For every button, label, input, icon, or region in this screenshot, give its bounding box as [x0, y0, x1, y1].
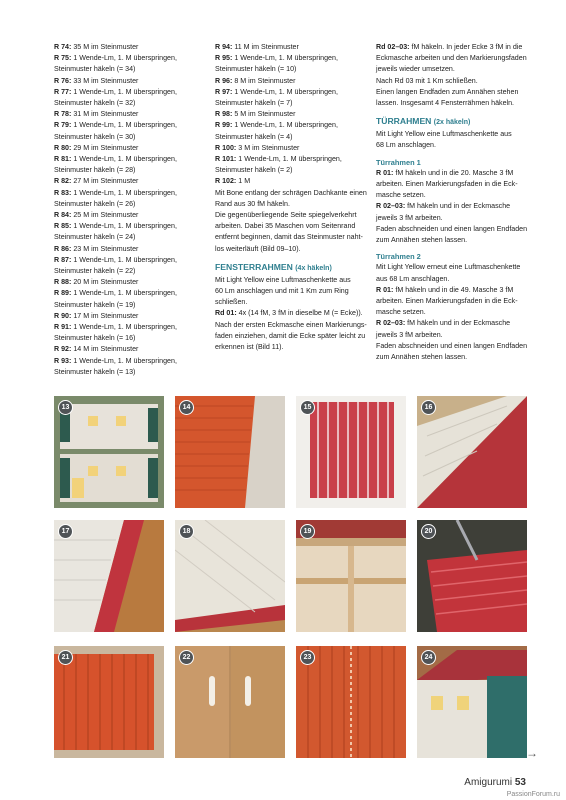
row-text: fM häkeln. In jeder Ecke 3 fM in die	[411, 43, 523, 51]
row-text: zum Annähen stehen lassen.	[376, 236, 468, 245]
row-label: R 79:	[54, 121, 72, 130]
row-text: 1 Wende-Lm, 1. M überspringen,	[73, 323, 177, 332]
arrow-right-icon: →	[526, 746, 538, 760]
row-label: R 90:	[54, 311, 72, 320]
text-line	[54, 132, 204, 143]
row-text: 1 Wende-Lm, 1. M überspringen,	[73, 222, 177, 231]
row-text: 68 Lm anschlagen.	[376, 141, 436, 150]
row-text: aus 68 Lm anschlagen.	[376, 274, 450, 283]
text-line	[215, 143, 365, 154]
text-line	[54, 154, 204, 165]
text-line	[54, 42, 204, 53]
row-text: Rand aus 30 fM häkeln.	[215, 199, 290, 208]
text-line	[54, 165, 204, 176]
row-text: 35 M im Steinmuster	[73, 43, 139, 51]
photo-number: 21	[58, 650, 73, 665]
text-line	[54, 143, 204, 154]
photo-number: 13	[58, 400, 73, 415]
text-line	[54, 210, 204, 221]
text-line	[54, 244, 204, 255]
text-line	[376, 190, 526, 201]
row-label: R 01:	[376, 168, 394, 177]
photo-24	[417, 646, 527, 758]
text-line	[215, 188, 365, 199]
text-line	[376, 53, 526, 64]
row-text: Steinmuster häkeln (= 7)	[215, 99, 293, 108]
row-text: Steinmuster häkeln (= 24)	[54, 233, 136, 242]
photo-14	[175, 396, 285, 508]
photo-number: 19	[300, 524, 315, 539]
row-label: R 91:	[54, 323, 72, 332]
row-text: 1 Wende-Lm, 1. M überspringen,	[238, 155, 342, 164]
text-line	[376, 98, 526, 109]
photo-number: 14	[179, 400, 194, 415]
photo-number: 20	[421, 524, 436, 539]
row-label: R 86:	[54, 244, 72, 253]
row-label: R 81:	[54, 155, 72, 164]
page-footer	[464, 777, 526, 788]
row-text: Steinmuster häkeln (= 16)	[54, 334, 136, 343]
row-label: R 92:	[54, 345, 72, 354]
row-label: R 77:	[54, 87, 72, 96]
text-line	[376, 168, 526, 179]
row-label: R 78:	[54, 110, 72, 119]
text-line	[376, 64, 526, 75]
photo-16	[417, 396, 527, 508]
row-label: R 102:	[215, 177, 237, 186]
row-text: 1 Wende-Lm, 1. M überspringen,	[73, 87, 177, 96]
text-line	[215, 154, 365, 165]
watermark: PassionForum.ru	[506, 791, 560, 798]
text-line	[376, 341, 526, 352]
row-text: Nach Rd 03 mit 1 Km schließen.	[376, 76, 478, 85]
text-line	[215, 64, 365, 75]
text-line	[54, 64, 204, 75]
row-text: 17 M im Steinmuster	[73, 311, 139, 320]
text-line	[215, 221, 365, 232]
photo-23	[296, 646, 406, 758]
row-text: Mit Light Yellow eine Luftmaschenkette aus	[376, 130, 512, 139]
row-text: erkennen ist (Bild 11).	[215, 343, 284, 352]
photo-15	[296, 396, 406, 508]
photo-18	[175, 520, 285, 632]
row-label: R 01:	[376, 285, 394, 294]
text-line	[215, 331, 365, 342]
row-text: jeweils wieder umsetzen.	[376, 65, 455, 74]
magazine-brand: Amigurumi	[464, 777, 513, 788]
row-text: 29 M im Steinmuster	[73, 143, 139, 152]
text-line	[215, 98, 365, 109]
row-text: Steinmuster häkeln (= 19)	[54, 300, 136, 309]
text-line	[376, 42, 526, 53]
text-line	[376, 87, 526, 98]
section-heading-fensterrahmen: FENSTERRAHMEN (4x häkeln)	[215, 261, 332, 272]
row-text: 33 M im Steinmuster	[73, 76, 139, 85]
column-middle	[215, 42, 365, 353]
row-label: R 82:	[54, 177, 72, 186]
text-line	[215, 132, 365, 143]
row-text: Steinmuster häkeln (= 10)	[215, 65, 297, 74]
text-line	[215, 286, 365, 297]
text-line	[54, 277, 204, 288]
row-text: Mit Light Yellow eine Luftmaschenkette aus	[215, 275, 351, 284]
row-label: R 97:	[215, 87, 233, 96]
row-text: Steinmuster häkeln (= 22)	[54, 267, 136, 276]
text-line	[376, 296, 526, 307]
row-text: arbeiten. Dabei 35 Maschen vom Seitenrand	[215, 222, 356, 231]
photo-number: 16	[421, 400, 436, 415]
page-number: 53	[514, 777, 526, 788]
row-label: R 93:	[54, 356, 72, 365]
row-label: R 02–03:	[376, 202, 406, 211]
section-heading-tuerrahmen: TÜRRAHMEN (2x häkeln)	[376, 116, 471, 127]
text-line	[54, 176, 204, 187]
text-line	[54, 199, 204, 210]
row-text: zum Annähen stehen lassen.	[376, 353, 468, 362]
row-text: 23 M im Steinmuster	[73, 244, 139, 253]
text-line	[54, 311, 204, 322]
text-line	[54, 87, 204, 98]
row-text: 1 Wende-Lm, 1. M überspringen,	[234, 87, 338, 96]
text-line	[376, 318, 526, 329]
row-label: R 02–03:	[376, 319, 406, 328]
row-text: jeweils 3 fM arbeiten.	[376, 330, 443, 339]
row-text: 1 Wende-Lm, 1. M überspringen,	[234, 54, 338, 63]
text-line	[215, 199, 365, 210]
row-text: faden einziehen, damit die Ecke später leicht zu	[215, 331, 366, 340]
row-text: Einen langen Endfaden zum Annähen stehen	[376, 87, 519, 96]
row-label: R 76:	[54, 76, 72, 85]
row-text: fM häkeln und in die 20. Masche 3 fM	[395, 168, 514, 177]
photo-number: 18	[179, 524, 194, 539]
row-text: los weiterläuft (Bild 09–10).	[215, 244, 301, 253]
row-text: Steinmuster häkeln (= 30)	[54, 132, 136, 141]
text-line	[215, 232, 365, 243]
text-line	[54, 53, 204, 64]
row-text: Steinmuster häkeln (= 26)	[54, 199, 136, 208]
row-text: Nach der ersten Eckmasche einen Markierungs-	[215, 320, 367, 329]
text-line	[376, 201, 526, 212]
text-line	[215, 308, 365, 319]
text-line	[376, 330, 526, 341]
row-text: 1 Wende-Lm, 1. M überspringen,	[234, 121, 338, 130]
row-text: 31 M im Steinmuster	[73, 110, 139, 119]
text-line	[376, 129, 526, 140]
row-text: Die gegenüberliegende Seite spiegelverkehrt	[215, 211, 357, 220]
subheading-tuerrahmen-2: Türrahmen 2	[376, 252, 421, 262]
text-line	[376, 140, 526, 151]
text-line	[54, 98, 204, 109]
row-label: R 96:	[215, 76, 233, 85]
row-text: 25 M im Steinmuster	[73, 211, 139, 220]
row-text: arbeiten. Einen Markierungsfaden in die Eck-	[376, 297, 518, 306]
text-line	[54, 76, 204, 87]
row-text: 27 M im Steinmuster	[73, 177, 139, 186]
photo-number: 23	[300, 650, 315, 665]
row-text: 1 Wende-Lm, 1. M überspringen,	[73, 289, 177, 298]
row-text: 8 M im Steinmuster	[234, 76, 296, 85]
row-text: Eckmasche arbeiten und den Markierungsfaden	[376, 54, 527, 63]
text-line	[376, 179, 526, 190]
text-line	[215, 297, 365, 308]
text-line	[215, 109, 365, 120]
row-label: R 87:	[54, 255, 72, 264]
text-line	[54, 322, 204, 333]
row-label: R 88:	[54, 278, 72, 287]
photo-20	[417, 520, 527, 632]
row-text: 1 Wende-Lm, 1. M überspringen,	[73, 121, 177, 130]
column-left	[54, 42, 204, 378]
text-line	[215, 342, 365, 353]
text-line	[215, 42, 365, 53]
row-text: Mit Light Yellow erneut eine Luftmaschenkette	[376, 263, 521, 272]
text-line	[54, 232, 204, 243]
row-text: Steinmuster häkeln (= 2)	[215, 166, 293, 175]
row-text: Faden abschneiden und einen langen Endfaden	[376, 224, 528, 233]
row-label: R 95:	[215, 54, 233, 63]
text-line	[376, 274, 526, 285]
row-text: arbeiten. Einen Markierungsfaden in die Eck-	[376, 180, 518, 189]
row-text: masche setzen.	[376, 308, 426, 317]
column-right	[376, 42, 526, 363]
text-line	[54, 109, 204, 120]
row-text: 1 Wende-Lm, 1. M überspringen,	[73, 356, 177, 365]
row-label: R 99:	[215, 121, 233, 130]
photo-22	[175, 646, 285, 758]
text-line	[54, 333, 204, 344]
row-text: Faden abschneiden und einen langen Endfaden	[376, 341, 528, 350]
text-line	[215, 320, 365, 331]
text-line	[376, 285, 526, 296]
text-line	[215, 87, 365, 98]
text-line	[54, 344, 204, 355]
row-label: R 74:	[54, 43, 72, 51]
photo-17	[54, 520, 164, 632]
photo-number: 15	[300, 400, 315, 415]
photo-number: 24	[421, 650, 436, 665]
row-text: jeweils 3 fM arbeiten.	[376, 213, 443, 222]
text-line	[215, 120, 365, 131]
row-text: entfernt beginnen, damit das Steinmuster naht-	[215, 233, 363, 242]
text-line	[376, 307, 526, 318]
text-line	[215, 165, 365, 176]
row-text: Steinmuster häkeln (= 32)	[54, 99, 136, 108]
row-label: R 100:	[215, 143, 237, 152]
row-label: R 83:	[54, 188, 72, 197]
text-line	[54, 188, 204, 199]
row-text: schließen.	[215, 298, 248, 307]
row-label: R 85:	[54, 222, 72, 231]
text-line	[54, 221, 204, 232]
text-line	[215, 176, 365, 187]
row-text: 20 M im Steinmuster	[73, 278, 139, 287]
row-text: 4x (14 fM, 3 fM in dieselbe M (= Ecke)).	[238, 309, 363, 318]
row-text: fM häkeln und in der Eckmasche	[407, 202, 511, 211]
row-text: fM häkeln und in die 49. Masche 3 fM	[395, 285, 514, 294]
text-line	[54, 300, 204, 311]
text-line	[54, 356, 204, 367]
row-text: 1 M	[238, 177, 251, 186]
row-text: 1 Wende-Lm, 1. M überspringen,	[73, 54, 177, 63]
subheading-tuerrahmen-1: Türrahmen 1	[376, 157, 421, 167]
row-text: lassen. Insgesamt 4 Fensterrähmen häkeln.	[376, 99, 515, 108]
text-line	[376, 224, 526, 235]
row-label: R 89:	[54, 289, 72, 298]
row-text: 11 M im Steinmuster	[234, 43, 299, 51]
row-text: fM häkeln und in der Eckmasche	[407, 319, 511, 328]
row-label: R 94:	[215, 43, 233, 51]
text-line	[54, 120, 204, 131]
text-line	[215, 275, 365, 286]
row-text: 5 M im Steinmuster	[234, 110, 296, 119]
text-line	[376, 262, 526, 273]
row-text: Steinmuster häkeln (= 13)	[54, 367, 136, 376]
row-label: R 98:	[215, 110, 233, 119]
text-line	[376, 213, 526, 224]
row-text: 1 Wende-Lm, 1. M überspringen,	[73, 188, 177, 197]
row-label: R 80:	[54, 143, 72, 152]
text-line	[215, 210, 365, 221]
row-text: 14 M im Steinmuster	[73, 345, 139, 354]
text-line	[54, 367, 204, 378]
row-label: R 101:	[215, 155, 237, 164]
row-text: Steinmuster häkeln (= 34)	[54, 65, 136, 74]
row-text: 3 M im Steinmuster	[238, 143, 300, 152]
text-line	[215, 244, 365, 255]
text-line	[54, 255, 204, 266]
row-label: R 84:	[54, 211, 72, 220]
row-text: masche setzen.	[376, 191, 426, 200]
row-text: 1 Wende-Lm, 1. M überspringen,	[73, 255, 177, 264]
photo-number: 22	[179, 650, 194, 665]
photo-19	[296, 520, 406, 632]
photo-number: 17	[58, 524, 73, 539]
text-line	[54, 266, 204, 277]
photo-21	[54, 646, 164, 758]
row-text: 60 Lm anschlagen und mit 1 Km zum Ring	[215, 287, 349, 296]
row-label: Rd 01:	[215, 309, 237, 318]
text-line	[215, 53, 365, 64]
text-line	[376, 76, 526, 87]
row-label: Rd 02–03:	[376, 43, 410, 51]
row-text: Steinmuster häkeln (= 4)	[215, 132, 293, 141]
photo-13	[54, 396, 164, 508]
row-text: 1 Wende-Lm, 1. M überspringen,	[73, 155, 177, 164]
row-label: R 75:	[54, 54, 72, 63]
text-line	[376, 352, 526, 363]
row-text: Mit Bone entlang der schrägen Dachkante einen	[215, 188, 367, 197]
text-line	[376, 235, 526, 246]
text-line	[54, 288, 204, 299]
text-line	[215, 76, 365, 87]
row-text: Steinmuster häkeln (= 28)	[54, 166, 136, 175]
